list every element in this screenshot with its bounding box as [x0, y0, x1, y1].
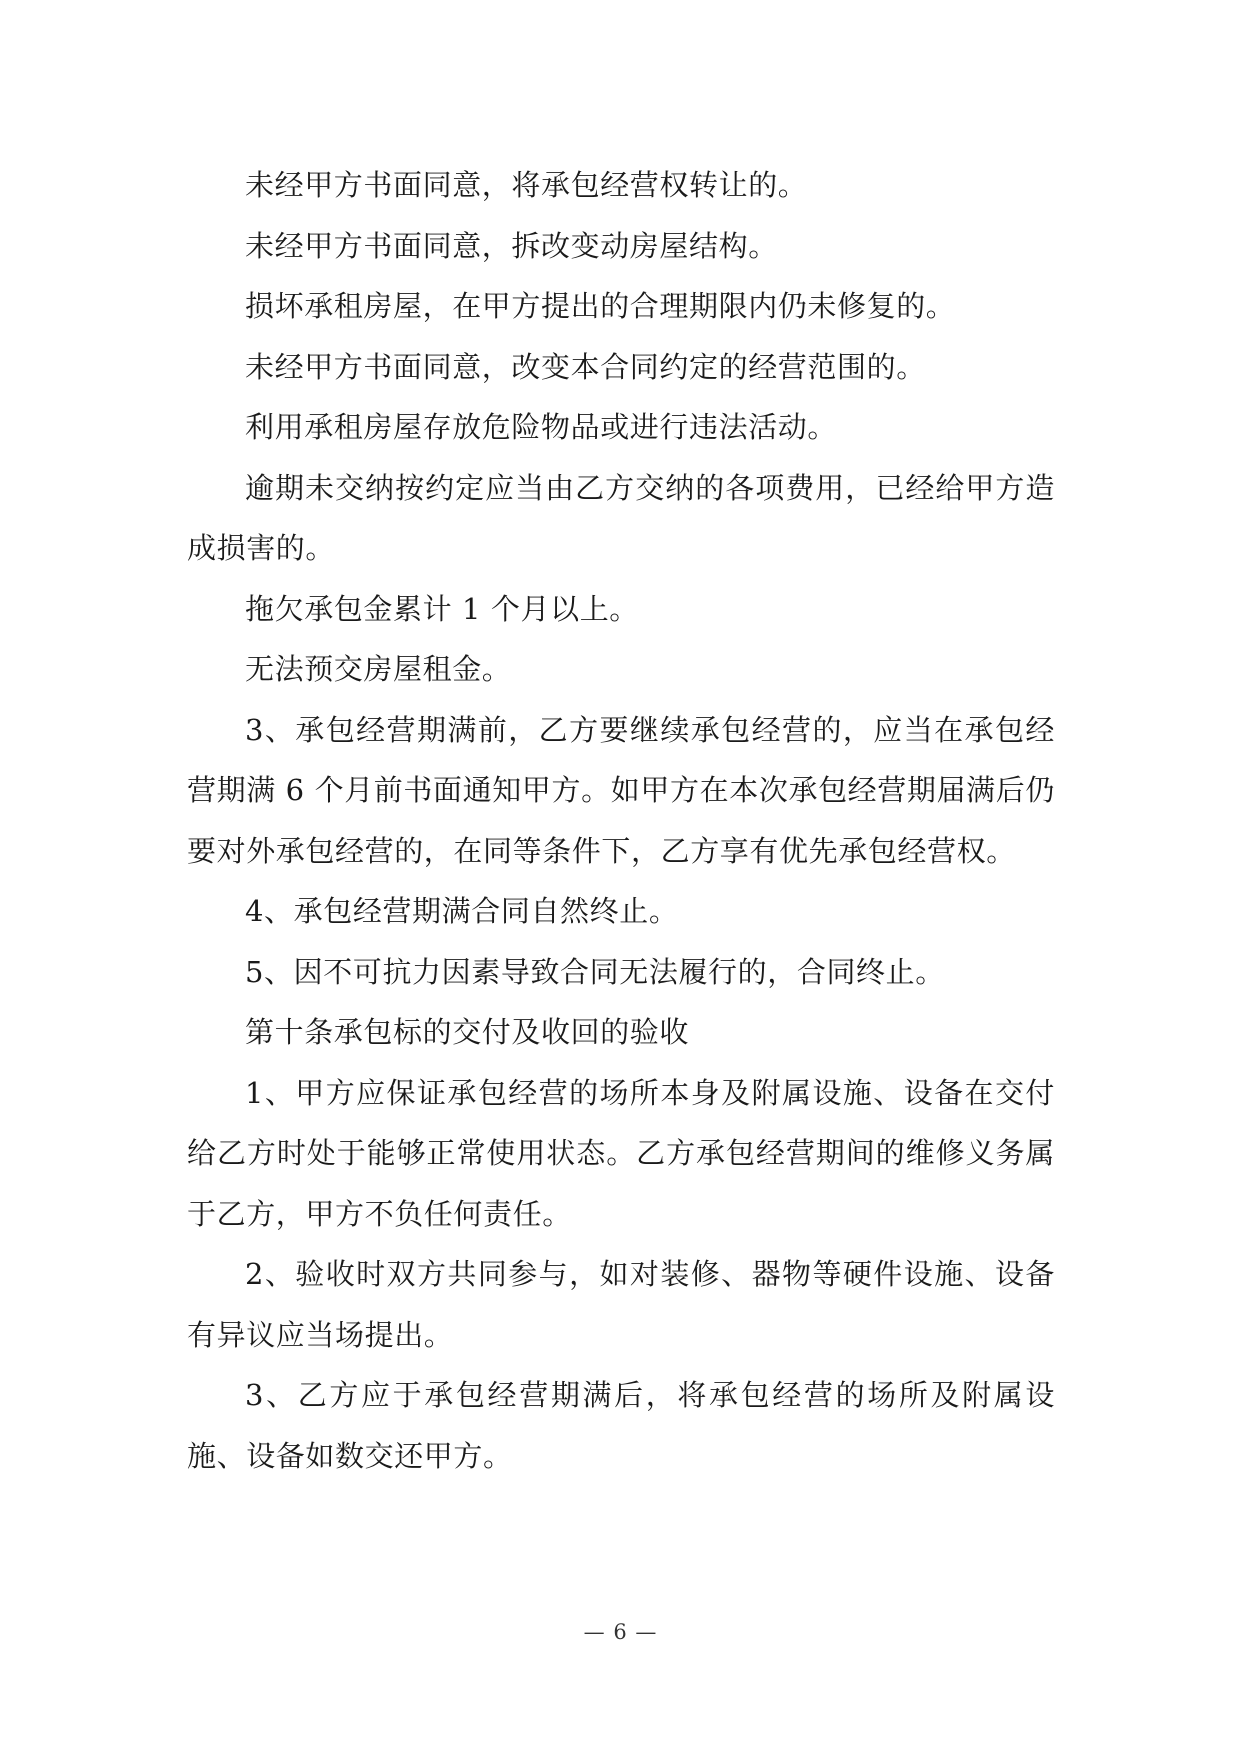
- paragraph: 2、验收时双方共同参与，如对装修、器物等硬件设施、设备有异议应当场提出。: [187, 1257, 1055, 1352]
- page-number: — 6 —: [583, 1620, 658, 1644]
- paragraph: 损坏承租房屋，在甲方提出的合理期限内仍未修复的。: [245, 289, 956, 323]
- paragraph: 无法预交房屋租金。: [245, 652, 512, 686]
- paragraph: 拖欠承包金累计 1 个月以上。: [245, 591, 639, 626]
- paragraph: 未经甲方书面同意，拆改变动房屋结构。: [245, 228, 778, 263]
- paragraph: 3、乙方应于承包经营期满后，将承包经营的场所及附属设施、设备如数交还甲方。: [187, 1378, 1055, 1473]
- paragraph: 1、甲方应保证承包经营的场所本身及附属设施、设备在交付给乙方时处于能够正常使用状态。乙方承包经营期间的维修义务属于乙方，甲方不负任何责任。: [187, 1075, 1055, 1231]
- paragraph: 逾期未交纳按约定应当由乙方交纳的各项费用，已经给甲方造成损害的。: [187, 470, 1055, 565]
- document-body: [187, 155, 1055, 1486]
- paragraph: 未经甲方书面同意，改变本合同约定的经营范围的。: [245, 349, 926, 384]
- section-heading: 第十条承包标的交付及收回的验收: [245, 1015, 690, 1049]
- paragraph: 5、因不可抗力因素导致合同无法履行的，合同终止。: [245, 954, 945, 989]
- paragraph: 3、承包经营期满前，乙方要继续承包经营的，应当在承包经营期满 6 个月前书面通知甲方。如甲方在本次承包经营期届满后仍要对外承包经营的，在同等条件下，乙方享有优先承包经营权。: [187, 712, 1055, 868]
- paragraph: 4、承包经营期满合同自然终止。: [245, 894, 679, 928]
- paragraph: 利用承租房屋存放危险物品或进行违法活动。: [245, 410, 838, 444]
- paragraph: 未经甲方书面同意，将承包经营权转让的。: [245, 168, 808, 202]
